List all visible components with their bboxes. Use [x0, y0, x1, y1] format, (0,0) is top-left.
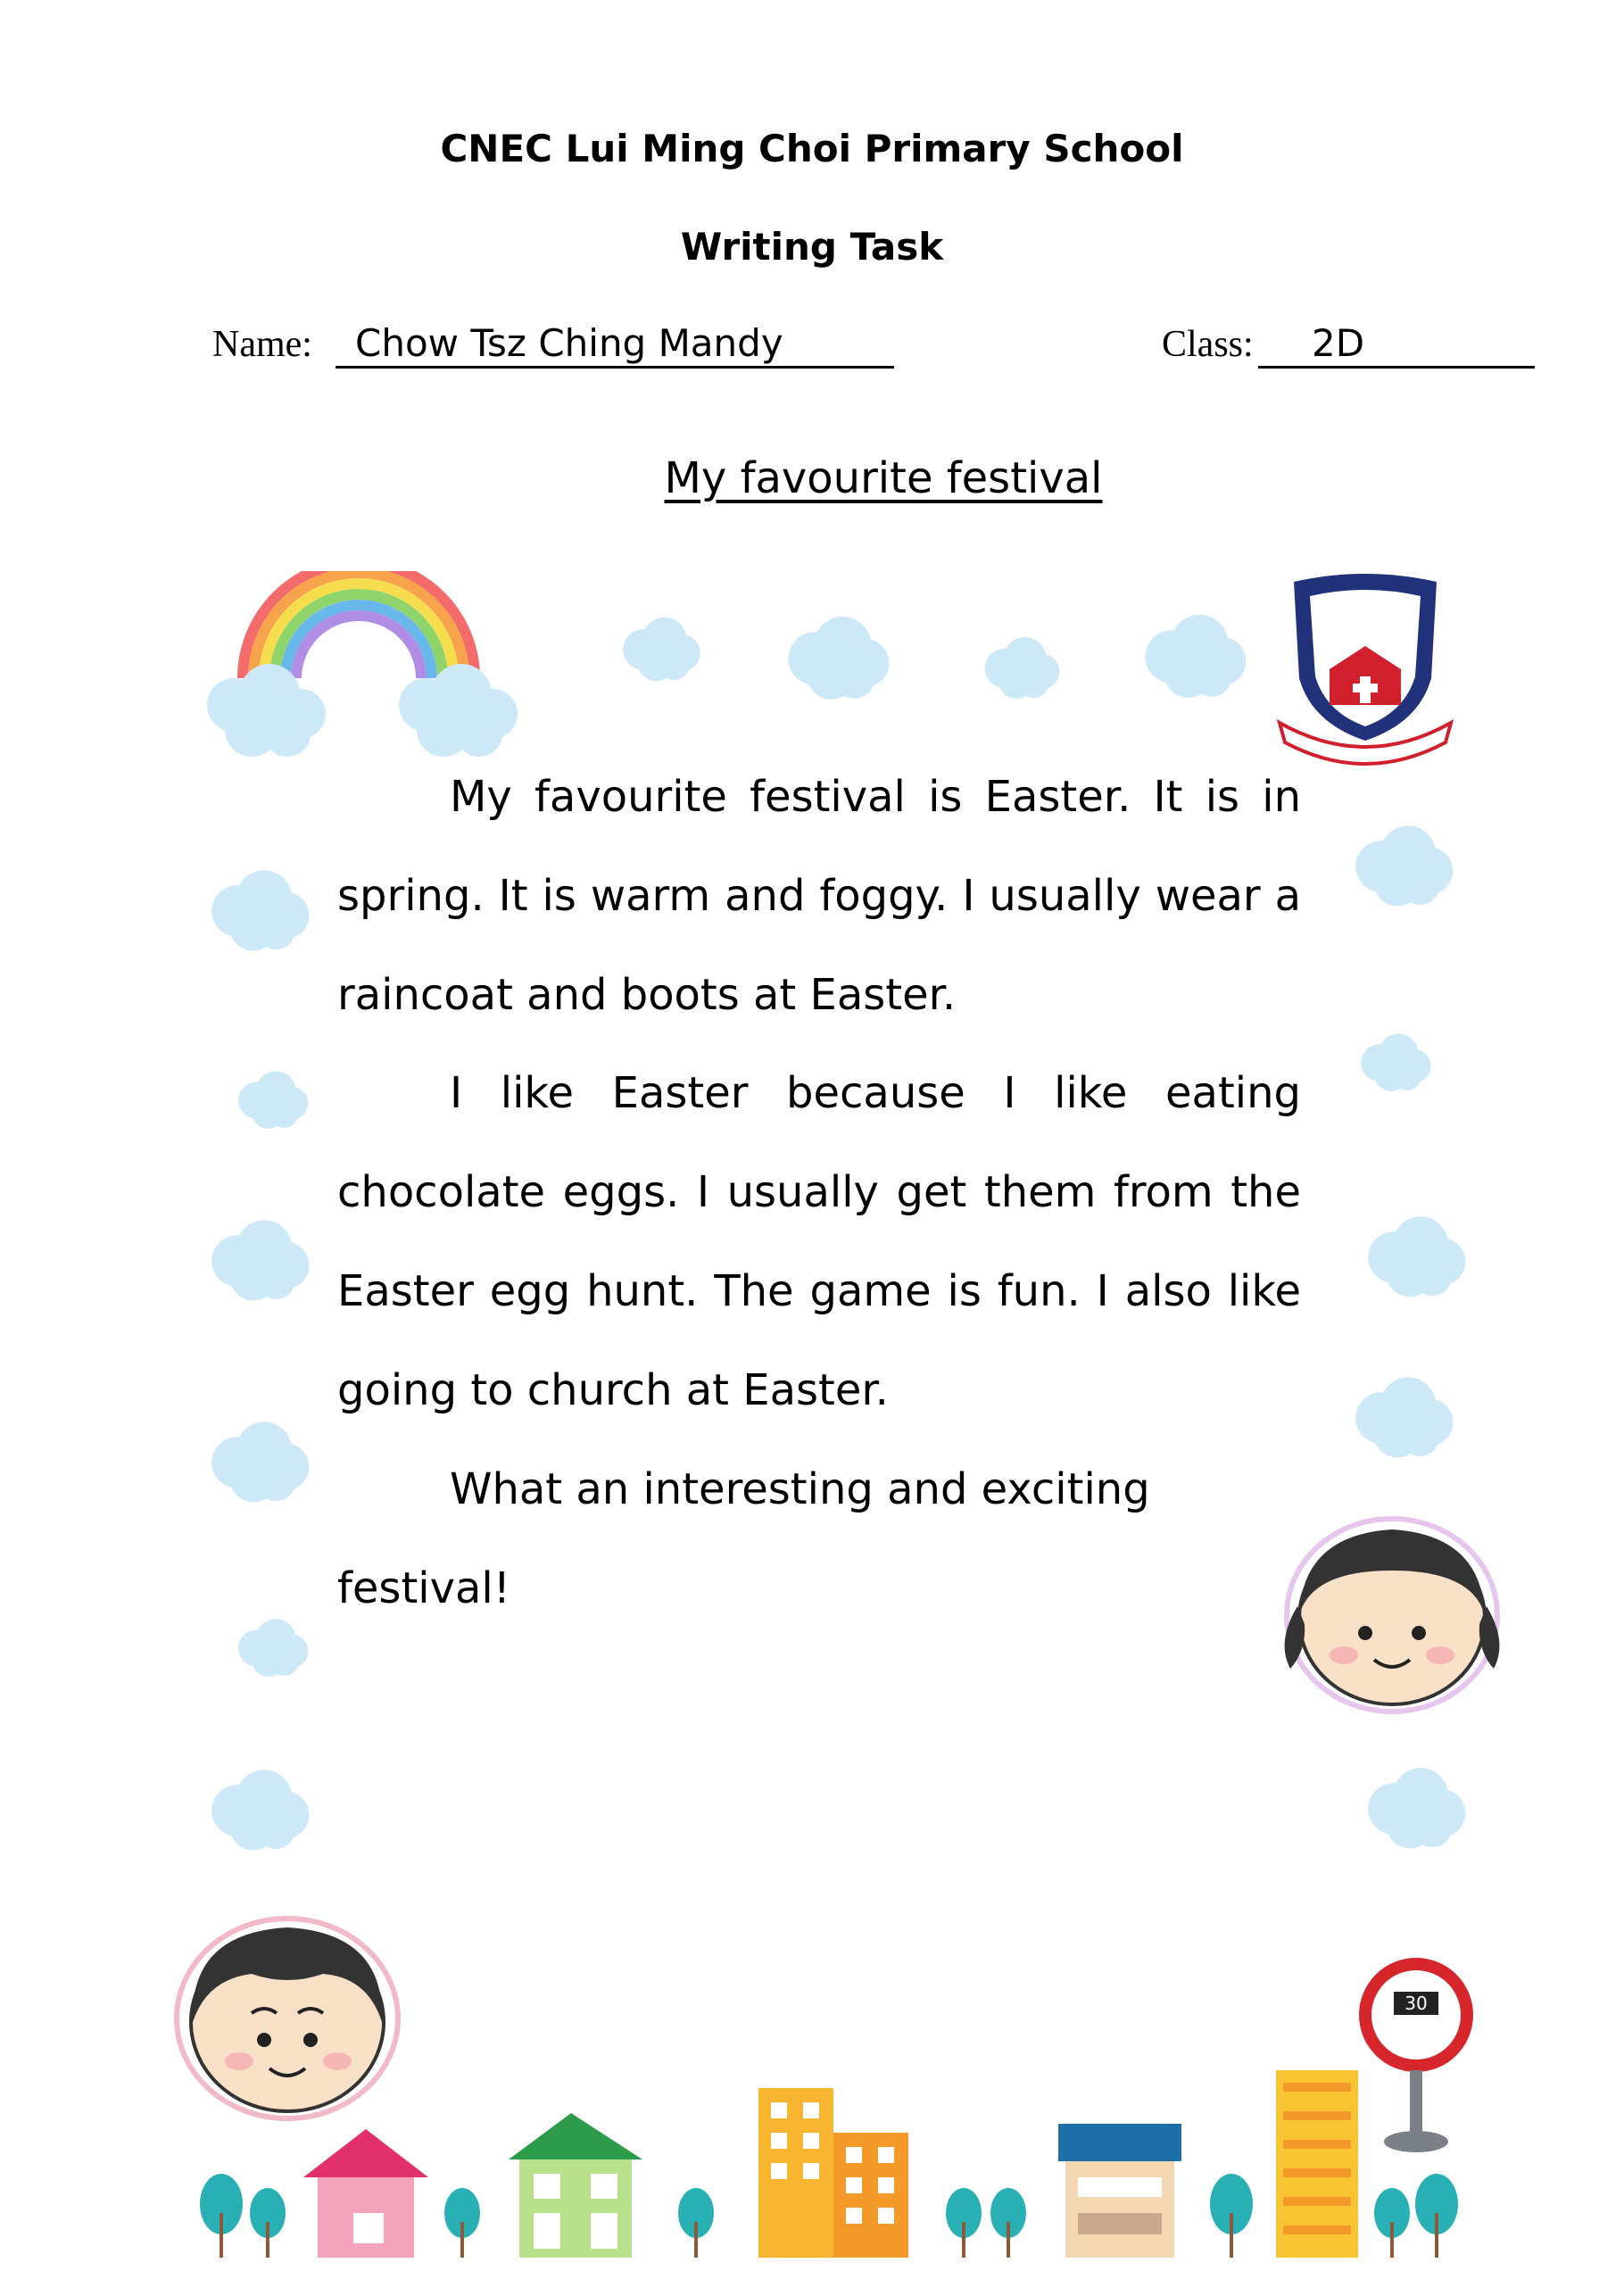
essay-title: My favourite festival: [664, 453, 1103, 503]
essay-paragraph: My favourite festival is Easter. It is in spring. It is warm and foggy. I usually wear a raincoat and boots at Easter.: [337, 772, 1301, 1020]
cloud-icon: [205, 1419, 312, 1506]
class-label: Class:: [1162, 324, 1254, 365]
cloud-icon: [234, 1617, 311, 1679]
rainbow-icon: [198, 571, 519, 758]
name-value: Chow Tsz Ching Mandy: [355, 321, 783, 365]
cloud-icon: [205, 867, 312, 955]
bus-route-number: 30: [1404, 1993, 1428, 2014]
class-value: 2D: [1312, 321, 1365, 365]
name-field: [336, 321, 894, 369]
school-badge-logo: [1267, 571, 1463, 767]
girl-face-icon: [1258, 1499, 1526, 1722]
school-name: CNEC Lui Ming Choi Primary School: [440, 127, 1184, 170]
cloud-icon: [782, 614, 892, 703]
cloud-icon: [1139, 612, 1249, 701]
class-field: [1258, 321, 1535, 369]
essay-paragraph: What an interesting and exciting festival!: [337, 1464, 1150, 1613]
cloud-icon: [1349, 823, 1456, 910]
cloud-icon: [234, 1069, 311, 1131]
cloud-icon: [205, 1767, 312, 1854]
cloud-icon: [1362, 1765, 1469, 1853]
essay-paragraph: I like Easter because I like eating chocolate eggs. I usually get them from the Easter egg hunt. The game is fun. I also like going to church at Easter.: [337, 1068, 1301, 1415]
town-scene-illustration: [178, 2043, 1481, 2267]
cloud-icon: [1356, 1032, 1433, 1094]
task-title: Writing Task: [680, 225, 944, 269]
cloud-icon: [1362, 1214, 1469, 1301]
name-label: Name:: [212, 324, 312, 365]
cloud-icon: [980, 635, 1062, 701]
cloud-icon: [1349, 1374, 1456, 1462]
cloud-icon: [205, 1217, 312, 1305]
cloud-icon: [617, 616, 703, 684]
